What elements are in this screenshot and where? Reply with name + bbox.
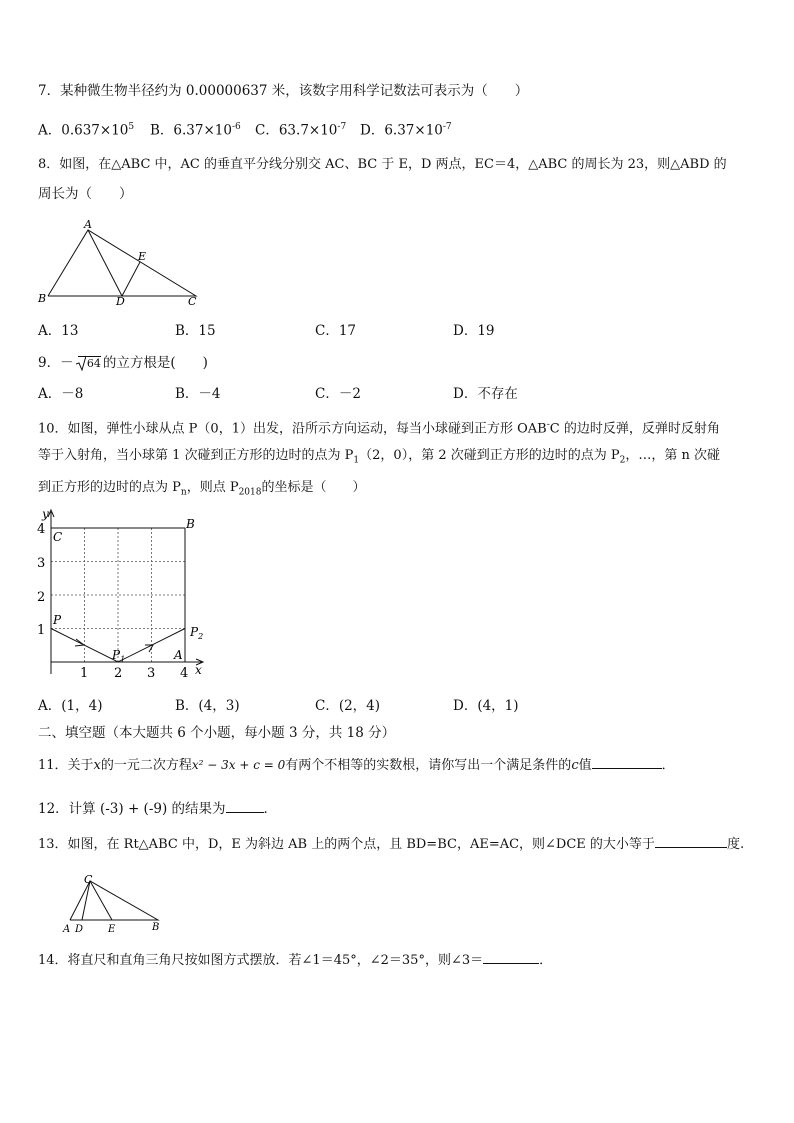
q13-label-d: D <box>75 924 84 935</box>
q7-option-b[interactable] <box>150 118 241 140</box>
q7-option-a[interactable] <box>38 118 134 140</box>
q10-label-b: B <box>186 517 195 531</box>
q10-text-c: 等于入射角，当小球第 1 次碰到正方形的边时的点为 P <box>38 448 354 463</box>
q11-var-x: x <box>93 758 101 773</box>
q10-sub-2018: 2018 <box>238 487 262 498</box>
option-exp: 5 <box>128 122 135 132</box>
q11-var-c: c <box>571 758 579 773</box>
q13-triangle-figure <box>60 870 170 936</box>
q11-text-c: 有两个不相等的实数根，请你写出一个满足条件的 <box>285 758 572 773</box>
q8-option-c[interactable]: C．17 <box>315 323 357 339</box>
option-label: B． <box>150 122 174 139</box>
q10-option-c[interactable]: C．(2，4) <box>315 698 381 714</box>
q13-label-c: C <box>84 873 93 886</box>
q7-option-c[interactable] <box>255 118 346 140</box>
radical-sign-icon <box>76 355 86 371</box>
sqrt-symbol <box>78 356 101 371</box>
q11-text-e: ． <box>661 758 675 773</box>
q10-text-a: 10．如图，弹性小球从点 P（0，1）出发，沿所示方向运动，每当小球碰到正方形 OAB <box>38 421 547 437</box>
q10-sub-1: 1 <box>353 455 360 466</box>
q11-stem <box>38 756 675 775</box>
q11-text-a: 11．关于 <box>38 758 94 773</box>
option-exp: -7 <box>337 122 347 132</box>
option-base: 6.37×10 <box>384 122 443 139</box>
q14-text-b: ． <box>539 953 553 968</box>
q10-y-tick-1: 1 <box>37 623 46 638</box>
q10-sub-2: 2 <box>619 455 626 466</box>
q11-text-b: 的一元二次方程 <box>100 758 192 773</box>
q10-sub-n: n <box>180 487 187 498</box>
q11-equation: x² − 3x + c = 0 <box>191 758 286 772</box>
q12-stem <box>38 800 277 818</box>
q10-text-g: ，则点 P <box>186 480 239 495</box>
q10-coordinate-figure <box>30 504 220 684</box>
q10-stem-line2 <box>38 447 720 470</box>
q9-option-b[interactable]: B．－4 <box>175 386 221 402</box>
q9-option-c[interactable]: C．－2 <box>315 386 361 402</box>
q10-option-a[interactable]: A．(1，4) <box>38 698 103 714</box>
q10-x-tick-3: 3 <box>147 666 156 681</box>
q10-option-d[interactable]: D．(4，1) <box>453 698 519 714</box>
q10-option-b[interactable]: B．(4，3) <box>175 698 240 714</box>
q13-stem <box>38 835 744 854</box>
q10-y-tick-4: 4 <box>37 522 46 537</box>
q13-answer-blank[interactable] <box>655 835 727 848</box>
q8-label-e: E <box>138 250 147 263</box>
option-label: C． <box>255 122 279 139</box>
q9-prefix: 9．－ <box>38 355 74 371</box>
q13-text-b: 度. <box>726 837 745 852</box>
q10-stem-line3 <box>38 479 366 502</box>
q10-y-axis-label: y <box>42 507 49 521</box>
q12-text-b: ． <box>263 801 278 817</box>
q10-grid <box>51 528 185 662</box>
q8-stem-line1: 8．如图，在△ABC 中，AC 的垂直平分线分别交 AC、BC 于 E，D 两点，EC＝4，△ABC 的周长为 23，则△ABD 的 <box>38 157 727 172</box>
q10-x-axis-label: x <box>195 663 202 677</box>
q14-text-a: 14．将直尺和直角三角尺按如图方式摆放．若∠1＝45°，∠2＝35°，则∠3＝ <box>38 953 484 968</box>
q11-text-d: 值 <box>578 758 592 773</box>
q8-stem-line2: 周长为（ ） <box>38 186 133 202</box>
q8-option-a[interactable]: A．13 <box>38 323 79 339</box>
q13-label-e: E <box>108 924 116 935</box>
q10-stem-line1: 10．如图，弹性小球从点 P（0，1）出发，沿所示方向运动，每当小球碰到正方形 OAB-C 的边时反弹，反弹时反射角 <box>38 420 720 437</box>
q9-suffix: 的立方根是( ) <box>102 355 208 371</box>
q10-label-p: P <box>53 613 62 627</box>
q9-stem <box>38 354 208 372</box>
q8-option-b[interactable]: B．15 <box>175 323 216 339</box>
q8-label-c: C <box>188 295 197 308</box>
option-base: 63.7×10 <box>278 122 338 139</box>
q9-option-a[interactable]: A．－8 <box>38 386 84 402</box>
q12-answer-blank[interactable] <box>226 800 264 813</box>
option-base: 0.637×10 <box>61 122 129 139</box>
q10-label-p1: $P_1$ <box>112 648 126 664</box>
q10-text-b: C 的边时反弹，反弹时反射角 <box>549 421 720 437</box>
q7-stem: 7．某种微生物半径约为 0.00000637 米，该数字用科学记数法可表示为（ ） <box>38 83 529 99</box>
q10-x-tick-2: 2 <box>114 666 123 681</box>
option-label: D． <box>360 122 385 139</box>
q13-label-b: B <box>152 922 160 933</box>
q10-label-c: C <box>53 530 63 544</box>
section-heading: 二、填空题（本大题共 6 个小题，每小题 3 分，共 18 分） <box>38 725 396 741</box>
q10-text-d: （2，0），第 2 次碰到正方形的边时的点为 P <box>359 448 620 463</box>
q10-text-e: ，…，第 n 次碰 <box>625 448 720 463</box>
q8-label-d: D <box>116 295 125 308</box>
q10-y-tick-2: 2 <box>37 590 46 605</box>
option-base: 6.37×10 <box>173 122 232 139</box>
option-exp: -6 <box>231 122 241 132</box>
option-exp: -7 <box>442 122 452 132</box>
q7-option-d[interactable] <box>360 118 452 140</box>
q14-stem <box>38 951 552 970</box>
q10-y-tick-3: 3 <box>37 556 46 571</box>
q9-radicand: 64 <box>86 357 101 370</box>
q11-answer-blank[interactable] <box>592 756 662 769</box>
q9-option-d[interactable]: D．不存在 <box>453 386 518 402</box>
q10-label-a: A <box>174 648 183 662</box>
q8-triangle-figure <box>36 216 206 308</box>
q8-label-a: A <box>84 218 92 231</box>
q10-text-f: 到正方形的边时的点为 P <box>38 480 181 495</box>
q8-option-d[interactable]: D．19 <box>453 323 495 339</box>
q10-text-h: 的坐标是（ ） <box>261 480 366 495</box>
q13-label-a: A <box>63 924 71 935</box>
q10-label-p2: $P_2$ <box>190 625 204 641</box>
q12-text-a: 12．计算 (-3) + (-9) 的结果为 <box>38 801 226 817</box>
option-label: A． <box>38 122 62 139</box>
q10-x-tick-4: 4 <box>180 666 189 681</box>
q8-label-b: B <box>38 292 47 305</box>
q10-x-tick-1: 1 <box>80 666 89 681</box>
q14-answer-blank[interactable] <box>483 951 539 964</box>
q13-text-a: 13．如图，在 Rt△ABC 中，D，E 为斜边 AB 上的两个点，且 BD=BC，AE=AC，则∠DCE 的大小等于 <box>38 837 655 852</box>
